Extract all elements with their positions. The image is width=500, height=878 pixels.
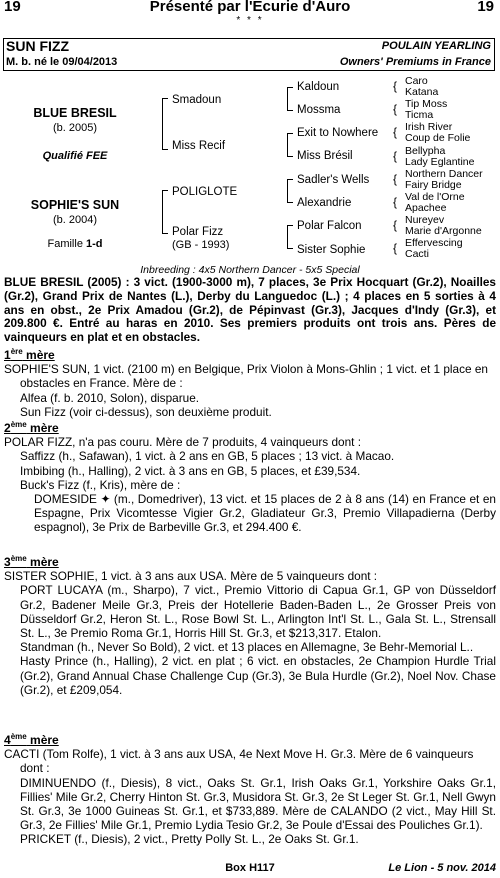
pedigree-g2-3: Polar Fizz (172, 226, 224, 238)
heading-num: 4 (4, 733, 11, 747)
bracket-g3-2 (287, 179, 293, 203)
page-footer (0, 862, 500, 878)
produce-port-lucaya: PORT LUCAYA (m., Sharpo), 7 vict., Premio Vittorio di Capua Gr.1, GP von Düsseldorf Gr.2, Badener Meile Gr.3, Preis der Hotellerie Baden-Baden L., 2e Grosser Preis von Düsseldorf Gr.2, Heron St. L., Rose Bowl St. L., Arlington Int'l St. L., Gala St. L., Strensall St. L., 3e Premio Roma Gr.1, Horris Hill St. Gr.3, et $213,317. Etalon. (20, 583, 496, 641)
owners-premium: Owners' Premiums in France (339, 56, 491, 68)
header-stars: * * * (236, 15, 264, 26)
pedigree-g4-12: Nureyev (405, 214, 445, 227)
pedigree-g4-bracket: { (393, 125, 398, 140)
pedigree-g2-1: Miss Recif (172, 140, 226, 152)
third-dam-text: SISTER SOPHIE, 1 vict. à 3 ans aux USA. Mère de 5 vainqueurs dont : (4, 569, 378, 584)
box-number: Box H117 (225, 862, 275, 874)
pedigree-g4-10: Val de l'Orne (405, 191, 465, 203)
pedigree-g2-4: (GB - 1993) (172, 239, 230, 251)
family-label: Famille (47, 238, 86, 250)
fourth-dam-heading (4, 733, 496, 747)
pedigree-g4-bracket: { (393, 148, 398, 163)
pedigree-g4-bracket: { (393, 102, 398, 117)
pedigree-g3-1: Mossma (297, 104, 341, 116)
pedigree-g3-6: Polar Falcon (297, 220, 362, 232)
pedigree-g4-6: Bellypha (405, 144, 446, 157)
sire-paragraph: BLUE BRESIL (2005) : 3 vict. (1900-3000 m), 7 places, 3e Prix Hocquart (Gr.2), Noailles (Gr.2), Grand Prix de Nantes (L.), Derby du Languedoc (L.) ; 4 places en 5 sorties à 4 ans en obst., 2e Prix Amadou (Gr.2), de Pépinvast (Gr.3), Jacques d'Indy (Gr.3), et 209.800 €. Entré au haras en 2010. Ses premiers produits ont trois ans. Pères de vainqueurs en plat et en obstacles. (4, 275, 496, 345)
fourth-dam-section (4, 733, 496, 847)
inbreeding-note: Inbreeding : 4x5 Northern Dancer - 5x5 Special (140, 264, 360, 276)
produce-alfea: Alfea (f. b. 2010, Solon), disparue. (20, 390, 200, 405)
pedigree-g4-bracket: { (393, 195, 398, 209)
lot-number-left: 19 (4, 0, 21, 15)
heading-num: 3 (4, 555, 11, 569)
third-dam-section (4, 555, 496, 697)
horse-birth: M. b. né le 09/04/2013 (6, 56, 118, 68)
bracket-g3-0 (287, 87, 293, 111)
family-value: 1-d (86, 238, 103, 250)
heading-sup: ème (10, 732, 27, 741)
pedigree-g3-0: Kaldoun (297, 81, 340, 93)
pedigree-g3-5: Alexandrie (297, 197, 352, 209)
pedigree-g3-4: Sadler's Wells (297, 174, 370, 186)
pedigree-g2-2: POLIGLOTE (172, 186, 238, 198)
second-dam-heading (4, 421, 496, 435)
page-title: Présenté par l'Ecurie d'Auro (149, 0, 351, 15)
heading-sup: ère (10, 347, 23, 356)
heading-word: mère (22, 348, 55, 362)
produce-bucks-fizz: Buck's Fizz (f., Kris), mère de : (20, 477, 181, 492)
produce-pricket: PRICKET (f., Diesis), 2 vict., Pretty Polly St. L., 2e Oaks St. Gr.1. (20, 832, 359, 847)
pedigree-g4-15: Cacti (405, 248, 429, 261)
fourth-dam-text: CACTI (Tom Rolfe), 1 vict. à 3 ans aux USA, 4e Next Move H. Gr.3. Mère de 6 vainqueurs dont : (4, 747, 474, 776)
produce-hasty-prince: Hasty Prince (h., Halling), 2 vict. en plat ; 6 vict. en obstacles, 2e Champion Hurdle Trial (Gr.2), Grand Annual Chase Challenge Cup (Gr.3), 3e Bula Hurdle (Gr.2), Noel Nov. Chase (Gr.2), et £209,054. (20, 654, 496, 697)
pedigree-g4-4: Irish River (405, 121, 453, 134)
pedigree-g3-7: Sister Sophie (297, 244, 366, 256)
horse-box (3, 38, 495, 71)
heading-sup: ème (10, 554, 27, 563)
heading-word: mère (26, 555, 59, 569)
pedigree-g4-14: Effervescing (405, 237, 463, 250)
produce-imbibing: Imbibing (h., Halling), 2 vict. à 3 ans en GB, 5 places, et £39,534. (20, 463, 361, 478)
horse-sex: POULAIN YEARLING (381, 40, 491, 52)
produce-sun-fizz: Sun Fizz (voir ci-dessus), son deuxième produit. (20, 404, 272, 419)
heading-word: mère (26, 421, 59, 435)
pedigree-g4-13: Marie d'Argonne (405, 225, 482, 238)
pedigree-g2-0: Smadoun (172, 94, 222, 106)
produce-domeside: DOMESIDE ✦ (m., Domedriver), 13 vict. et 15 places de 2 à 8 ans (14) en France et en Espagne, Prix Vicomtesse Vigier Gr.2, Gladiateur Gr.3, Premio Villapadierna (Derby espagnol), 3e Prix de Barbeville Gr.3, et 294.400 €. (34, 492, 496, 535)
produce-saffizz: Saffizz (h., Safawan), 1 vict. à 2 ans en GB, 5 places ; 13 vict. à Macao. (20, 449, 395, 464)
pedigree-g4-0: Caro (405, 75, 428, 87)
pedigree-g4-bracket: { (393, 218, 398, 233)
pedigree-g4-bracket: { (393, 241, 398, 256)
lot-number-right: 19 (477, 0, 494, 15)
pedigree-g4-5: Coup de Folie (405, 132, 471, 145)
pedigree-g4-1: Katana (405, 86, 439, 98)
first-dam-text: SOPHIE'S SUN, 1 vict. (2100 m) en Belgique, Prix Violon à Mons-Ghlin ; 1 vict. et 1 place en obstacles en France. Mère de : (4, 362, 488, 391)
heading-num: 1 (4, 348, 11, 362)
sire-note: Qualifié FEE (42, 150, 108, 162)
pedigree-g3-3: Miss Brésil (297, 150, 353, 162)
pedigree-g4-2: Tip Moss (405, 98, 448, 111)
produce-standman: Standman (h., Never So Bold), 2 vict. et 13 places en Allemagne, 3e Behr-Memorial L.. (20, 640, 474, 655)
heading-word: mère (26, 733, 59, 747)
horse-name: SUN FIZZ (6, 38, 69, 54)
bracket-sire (162, 98, 168, 150)
second-dam-section (4, 421, 496, 535)
first-dam-heading (4, 348, 496, 362)
pedigree-g4-3: Ticma (405, 109, 434, 122)
pedigree-g4-11: Apachee (405, 202, 447, 214)
page-header (0, 0, 500, 16)
pedigree-g4-bracket: { (393, 79, 398, 93)
bracket-g3-3 (287, 225, 293, 249)
produce-diminuendo: DIMINUENDO (f., Diesis), 8 vict., Oaks St. Gr.1, Irish Oaks Gr.1, Yorkshire Oaks Gr.1, Fillies' Mile Gr.2, Cherry Hinton St. Gr.3, Musidora St. Gr.3, 2e St Leger St. Gr.1, Nell Gwyn St. Gr.3, 3e 1000 Guineas St. Gr.1, et $733,889. Mère de CALANDO (2 vict., May Hill St. Gr.3, 2e Fillies' Mile Gr.1, Premio Lydia Tesio Gr.2, 3e Poule d'Essai des Pouliches Gr.1). (20, 775, 496, 833)
sire-name: BLUE BRESIL (33, 106, 117, 120)
sire-info: (b. 2005) (52, 122, 98, 134)
heading-sup: ème (10, 420, 27, 429)
third-dam-heading (4, 555, 496, 569)
bracket-dam (162, 190, 168, 234)
heading-num: 2 (4, 421, 11, 435)
pedigree-g4-9: Fairy Bridge (405, 178, 462, 191)
pedigree-g3-2: Exit to Nowhere (297, 127, 379, 139)
pedigree-g4-bracket: { (393, 171, 398, 186)
pedigree-g4-7: Lady Eglantine (405, 155, 475, 168)
dam-name: SOPHIE'S SUN (30, 198, 120, 212)
pedigree-g4-8: Northern Dancer (405, 167, 483, 180)
first-dam-section (4, 348, 496, 419)
second-dam-text: POLAR FIZZ, n'a pas couru. Mère de 7 produits, 4 vainqueurs dont : (4, 435, 361, 450)
dam-info: (b. 2004) (52, 214, 98, 226)
bracket-g3-1 (287, 133, 293, 157)
sale-info: Le Lion - 5 nov. 2014 (388, 862, 496, 874)
dam-family (0, 238, 150, 250)
